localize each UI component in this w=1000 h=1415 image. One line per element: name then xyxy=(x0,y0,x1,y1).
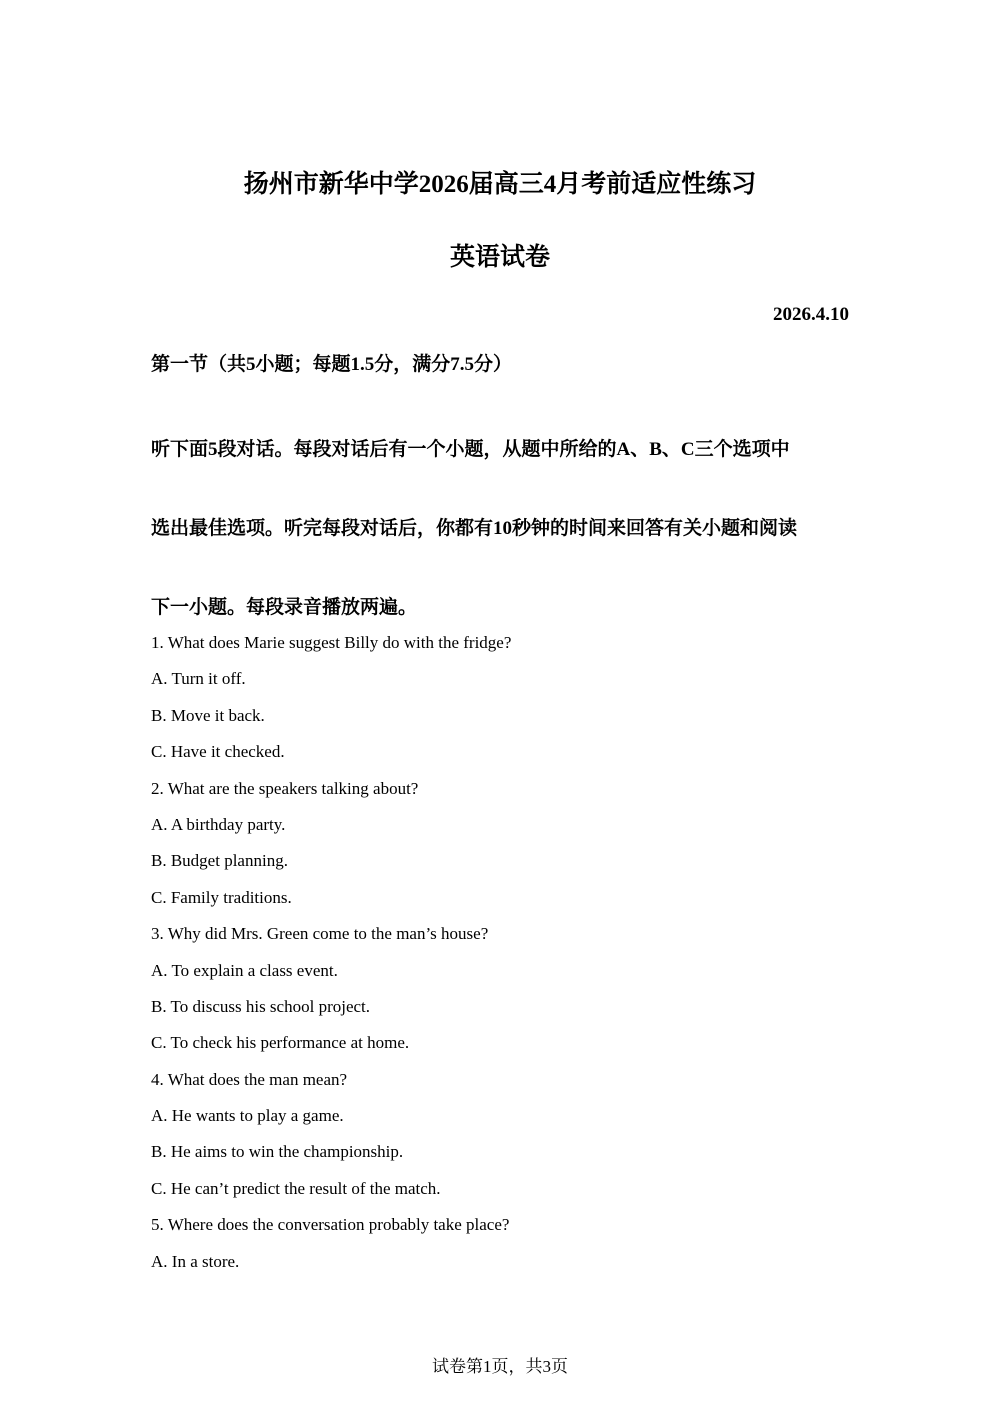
question-option: A. Turn it off. xyxy=(151,669,246,689)
page-footer: 试卷第1页，共3页 xyxy=(432,1357,568,1376)
question-option: C. He can’t predict the result of the match. xyxy=(151,1178,441,1198)
question-option: B. Move it back. xyxy=(151,705,265,725)
question-list xyxy=(151,631,851,1286)
instruction-line: 选出最佳选项。听完每段对话后，你都有10秒钟的时间来回答有关小题和阅读 xyxy=(151,518,798,539)
question-option: A. To explain a class event. xyxy=(151,960,338,980)
question-option: C. Family traditions. xyxy=(151,887,292,907)
question-stem: 3. Why did Mrs. Green come to the man’s house? xyxy=(151,924,489,944)
question-stem: 4. What does the man mean? xyxy=(151,1069,348,1089)
question-stem: 1. What does Marie suggest Billy do with the fridge? xyxy=(151,633,512,652)
instruction-line: 下一小题。每段录音播放两遍。 xyxy=(151,597,418,618)
question-stem: 2. What are the speakers talking about? xyxy=(151,778,419,798)
question-option: C. To check his performance at home. xyxy=(151,1033,410,1053)
question-option: B. Budget planning. xyxy=(151,851,288,871)
instruction-line: 听下面5段对话。每段对话后有一个小题，从题中所给的A、B、C三个选项中 xyxy=(151,439,790,460)
question-option: B. He aims to win the championship. xyxy=(151,1142,404,1162)
question-option: A. He wants to play a game. xyxy=(151,1106,344,1126)
question-option: C. Have it checked. xyxy=(151,742,285,762)
question-stem: 5. Where does the conversation probably take place? xyxy=(151,1215,510,1235)
question-option: A. A birthday party. xyxy=(151,814,286,834)
exam-title: 扬州市新华中学2026届高三4月考前适应性练习 xyxy=(243,171,757,198)
section-instructions xyxy=(151,410,851,647)
section-heading: 第一节（共5小题；每题1.5分，满分7.5分） xyxy=(151,354,513,375)
question-option: A. In a store. xyxy=(151,1251,240,1271)
exam-subtitle: 英语试卷 xyxy=(449,244,550,271)
exam-date: 2026.4.10 xyxy=(773,304,849,325)
question-option: B. To discuss his school project. xyxy=(151,996,371,1016)
